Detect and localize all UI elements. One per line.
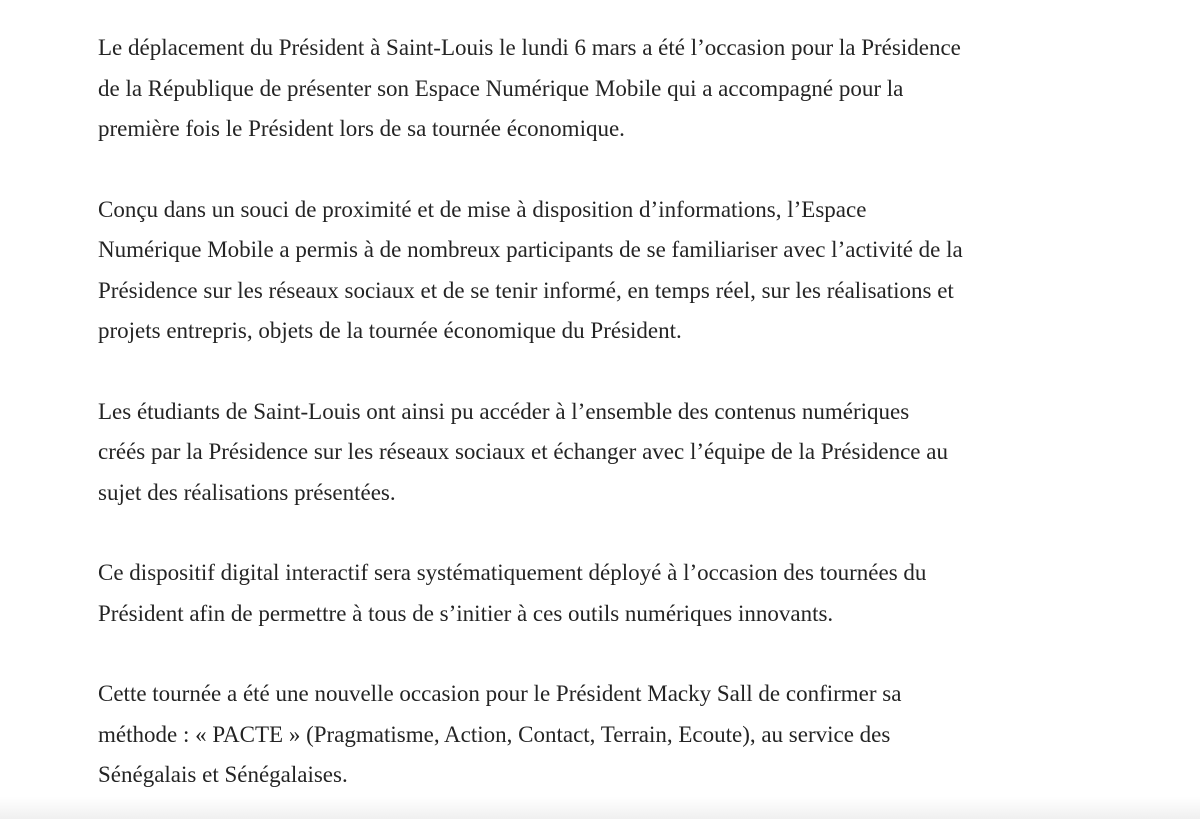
paragraph-line: méthode : « PACTE » (Pragmatisme, Action, Contact, Terrain, Ecoute), au service des [98,721,891,747]
paragraph-line: Ce dispositif digital interactif sera systématiquement déployé à l’occasion des tournées du [98,560,927,585]
paragraph-line: projets entrepris, objets de la tournée économique du Président. [98,318,682,343]
paragraph-line: Président afin de permettre à tous de s’initier à ces outils numériques innovants. [98,600,834,626]
bottom-fade-shadow [0,797,1200,819]
paragraph-4 [98,553,1138,634]
paragraph-line: créés par la Présidence sur les réseaux sociaux et échanger avec l’équipe de la Présidence au [98,439,948,464]
paragraph-5 [98,674,1138,796]
paragraph-line: Sénégalais et Sénégalaises. [98,762,348,787]
paragraph-line: sujet des réalisations présentées. [98,479,396,505]
paragraph-1 [98,28,1138,150]
paragraph-3 [98,392,1138,514]
paragraph-line: Cette tournée a été une nouvelle occasion pour le Président Macky Sall de confirmer sa [98,681,902,706]
paragraph-line: première fois le Président lors de sa tournée économique. [98,116,625,141]
paragraph-line: Le déplacement du Président à Saint-Louis le lundi 6 mars a été l’occasion pour la Présidence [98,35,961,60]
paragraph-line: Les étudiants de Saint-Louis ont ainsi pu accéder à l’ensemble des contenus numériques [98,398,910,424]
paragraph-line: Numérique Mobile a permis à de nombreux participants de se familiariser avec l’activité de la [98,237,963,262]
paragraph-line: Présidence sur les réseaux sociaux et de se tenir informé, en temps réel, sur les réalisations et [98,277,954,303]
paragraph-line: de la République de présenter son Espace Numérique Mobile qui a accompagné pour la [98,75,904,101]
paragraph-2 [98,190,1138,352]
paragraph-line: Conçu dans un souci de proximité et de mise à disposition d’informations, l’Espace [98,196,867,222]
